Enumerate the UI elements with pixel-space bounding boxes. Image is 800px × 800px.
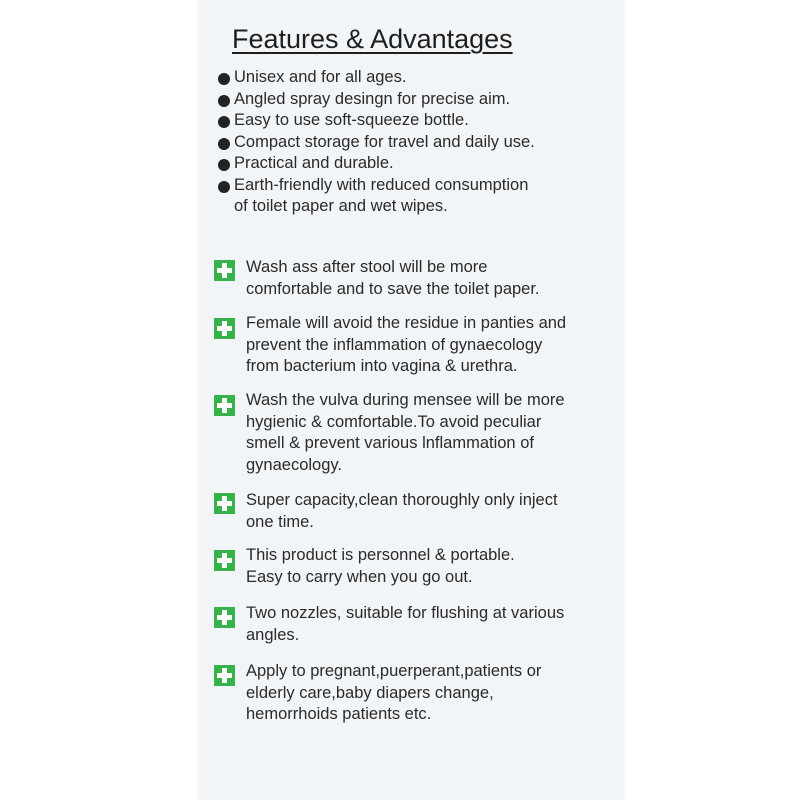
list-item [218, 67, 535, 89]
feature-text: Apply to pregnant,puerperant,patients or elderly care,baby diapers change, hemorrhoids patients etc. [246, 662, 542, 723]
list-item-text: Practical and durable. [234, 154, 394, 172]
list-item [218, 175, 535, 218]
product-info-card [200, 0, 623, 800]
feature-text: Wash ass after stool will be more comfortable and to save the toilet paper. [246, 258, 540, 298]
feature-text: This product is personnel & portable. Easy to carry when you go out. [246, 546, 515, 586]
list-item [218, 132, 535, 154]
medical-cross-icon [214, 607, 235, 628]
medical-cross-icon [214, 395, 235, 416]
bullet-dot-icon [218, 116, 230, 128]
list-item-text: Compact storage for travel and daily use. [234, 132, 535, 151]
bullet-dot-icon [218, 95, 230, 107]
list-item [218, 153, 535, 175]
feature-text: Female will avoid the residue in panties and prevent the inflammation of gynaecology from bacterium into vagina & urethra. [246, 314, 567, 375]
page-title: Features & Advantages [232, 24, 513, 54]
feature-text: Two nozzles, suitable for flushing at various angles. [246, 604, 565, 644]
list-item-text: Easy to use soft-squeeze bottle. [234, 111, 469, 129]
feature-text: Super capacity,clean thoroughly only inject one time. [246, 491, 558, 531]
bullet-dot-icon [218, 159, 230, 171]
bullet-dot-icon [218, 73, 230, 85]
medical-cross-icon [214, 550, 235, 571]
medical-cross-icon [214, 493, 235, 514]
list-item-text: Angled spray desingn for precise aim. [234, 89, 511, 108]
list-item-text: Earth-friendly with reduced consumption of toilet paper and wet wipes. [234, 175, 529, 215]
list-item [218, 89, 535, 111]
feature-text: Wash the vulva during mensee will be more hygienic & comfortable.To avoid peculiar smell & prevent various lnflammation of gynaecology. [246, 391, 565, 474]
medical-cross-icon [214, 318, 235, 339]
medical-cross-icon [214, 260, 235, 281]
medical-cross-icon [214, 665, 235, 686]
bullet-dot-icon [218, 138, 230, 150]
bullet-dot-icon [218, 181, 230, 193]
list-item [218, 110, 535, 132]
advantages-list [218, 67, 535, 218]
list-item-text: Unisex and for all ages. [234, 68, 407, 86]
